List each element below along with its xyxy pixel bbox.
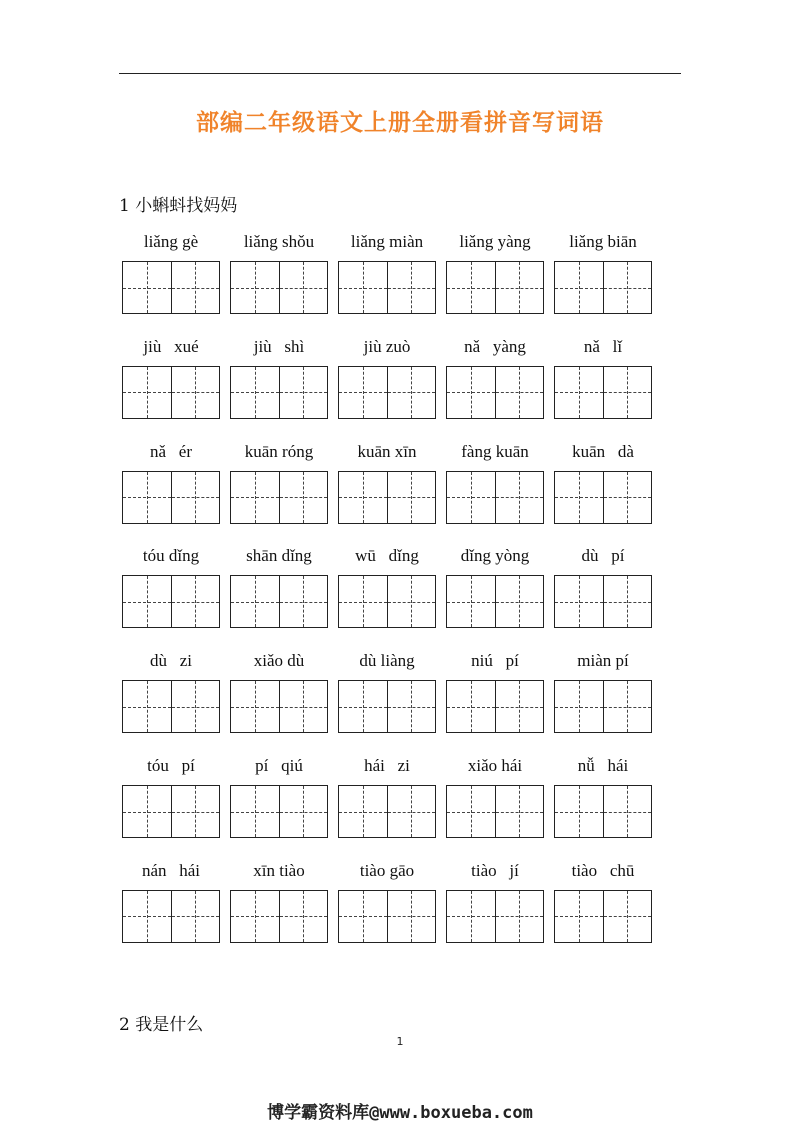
writing-boxes[interactable] (554, 471, 652, 524)
writing-boxes[interactable] (338, 785, 436, 838)
writing-cell[interactable] (495, 262, 544, 313)
guide-line-horizontal (604, 497, 652, 498)
pinyin-label: liǎng biān (569, 232, 637, 251)
writing-boxes[interactable] (554, 785, 652, 838)
writing-cell[interactable] (279, 891, 328, 942)
guide-line-horizontal (496, 392, 544, 393)
writing-cell[interactable] (603, 472, 652, 523)
writing-cell[interactable] (447, 367, 495, 418)
guide-line-horizontal (172, 602, 220, 603)
writing-cell[interactable] (447, 681, 495, 732)
writing-cell[interactable] (447, 576, 495, 627)
guide-line-horizontal (172, 392, 220, 393)
writing-cell[interactable] (171, 786, 220, 837)
guide-line-horizontal (555, 288, 603, 289)
writing-cell[interactable] (123, 262, 171, 313)
writing-boxes[interactable] (230, 785, 328, 838)
pinyin-label: nǎ ér (149, 441, 192, 461)
writing-cell[interactable] (603, 681, 652, 732)
writing-cell[interactable] (231, 472, 279, 523)
writing-boxes[interactable] (338, 890, 436, 943)
writing-boxes[interactable] (338, 471, 436, 524)
guide-line-horizontal (496, 602, 544, 603)
pinyin-label: dǐng yòng (460, 546, 530, 566)
writing-cell[interactable] (231, 367, 279, 418)
pinyin-label: liǎng shǒu (243, 232, 315, 251)
writing-cell[interactable] (603, 367, 652, 418)
guide-line-horizontal (604, 392, 652, 393)
writing-cell[interactable] (231, 786, 279, 837)
pinyin-label: xīn tiào (253, 860, 305, 880)
writing-cell[interactable] (387, 891, 436, 942)
writing-cell[interactable] (555, 367, 603, 418)
guide-line-horizontal (231, 602, 279, 603)
writing-boxes[interactable] (338, 261, 436, 314)
guide-line-horizontal (496, 812, 544, 813)
guide-line-horizontal (447, 392, 495, 393)
page-title: 部编二年级语文上册全册看拼音写词语 (196, 110, 604, 136)
writing-cell[interactable] (171, 576, 220, 627)
writing-boxes[interactable] (554, 680, 652, 733)
guide-line-horizontal (447, 602, 495, 603)
writing-cell[interactable] (231, 681, 279, 732)
pinyin-label: tiào gāo (359, 860, 415, 880)
guide-line-horizontal (604, 812, 652, 813)
pinyin-label: nǎ yàng (464, 336, 526, 356)
writing-cell[interactable] (495, 891, 544, 942)
guide-line-horizontal (172, 812, 220, 813)
guide-line-horizontal (339, 288, 387, 289)
writing-boxes[interactable] (230, 890, 328, 943)
guide-line-horizontal (496, 497, 544, 498)
writing-boxes[interactable] (446, 471, 544, 524)
writing-cell[interactable] (555, 472, 603, 523)
writing-cell[interactable] (387, 367, 436, 418)
guide-line-horizontal (604, 602, 652, 603)
writing-boxes[interactable] (122, 471, 220, 524)
guide-line-horizontal (447, 916, 495, 917)
guide-line-horizontal (555, 812, 603, 813)
writing-cell[interactable] (387, 472, 436, 523)
guide-line-horizontal (388, 812, 436, 813)
writing-cell[interactable] (171, 262, 220, 313)
writing-cell[interactable] (123, 891, 171, 942)
guide-line-horizontal (123, 707, 171, 708)
guide-line-horizontal (231, 392, 279, 393)
writing-cell[interactable] (387, 576, 436, 627)
writing-cell[interactable] (279, 262, 328, 313)
writing-cell[interactable] (495, 472, 544, 523)
guide-line-horizontal (123, 812, 171, 813)
writing-boxes[interactable] (230, 575, 328, 628)
writing-cell[interactable] (231, 576, 279, 627)
guide-line-horizontal (447, 707, 495, 708)
guide-line-horizontal (388, 497, 436, 498)
guide-line-horizontal (555, 497, 603, 498)
writing-cell[interactable] (447, 472, 495, 523)
writing-boxes[interactable] (338, 575, 436, 628)
guide-line-horizontal (388, 392, 436, 393)
writing-boxes[interactable] (446, 890, 544, 943)
writing-boxes[interactable] (446, 680, 544, 733)
pinyin-label: liǎng yàng (459, 232, 531, 251)
pinyin-label: miàn pí (577, 651, 629, 671)
guide-line-horizontal (388, 288, 436, 289)
writing-boxes[interactable] (338, 366, 436, 419)
guide-line-horizontal (280, 497, 328, 498)
writing-cell[interactable] (495, 367, 544, 418)
writing-cell[interactable] (339, 472, 387, 523)
guide-line-horizontal (604, 288, 652, 289)
pinyin-label: tiào jí (471, 860, 519, 880)
writing-cell[interactable] (555, 681, 603, 732)
writing-boxes[interactable] (554, 261, 652, 314)
pinyin-label: xiǎo hái (467, 756, 523, 775)
writing-cell[interactable] (603, 891, 652, 942)
writing-cell[interactable] (603, 262, 652, 313)
guide-line-horizontal (280, 707, 328, 708)
writing-cell[interactable] (603, 576, 652, 627)
writing-boxes[interactable] (230, 261, 328, 314)
writing-cell[interactable] (555, 262, 603, 313)
writing-cell[interactable] (495, 786, 544, 837)
pinyin-label: jiù shì (253, 336, 305, 356)
guide-line-horizontal (280, 916, 328, 917)
writing-boxes[interactable] (554, 366, 652, 419)
pinyin-label: nǎ lǐ (583, 336, 623, 356)
pinyin-label: kuān róng (244, 441, 314, 461)
writing-boxes[interactable] (230, 366, 328, 419)
guide-line-horizontal (388, 707, 436, 708)
pinyin-label: hái zi (364, 756, 410, 775)
section-heading: 1 小蝌蚪找妈妈 (119, 196, 238, 216)
writing-cell[interactable] (123, 576, 171, 627)
guide-line-horizontal (555, 392, 603, 393)
guide-line-horizontal (339, 392, 387, 393)
pinyin-label: jiù zuò (363, 336, 411, 356)
writing-cell[interactable] (555, 786, 603, 837)
guide-line-horizontal (604, 707, 652, 708)
guide-line-horizontal (339, 602, 387, 603)
guide-line-horizontal (231, 916, 279, 917)
writing-boxes[interactable] (122, 575, 220, 628)
writing-boxes[interactable] (446, 785, 544, 838)
writing-boxes[interactable] (122, 261, 220, 314)
pinyin-label: shān dǐng (246, 546, 312, 566)
guide-line-horizontal (447, 288, 495, 289)
writing-cell[interactable] (447, 786, 495, 837)
writing-cell[interactable] (339, 367, 387, 418)
guide-line-horizontal (447, 497, 495, 498)
writing-boxes[interactable] (554, 575, 652, 628)
guide-line-horizontal (231, 288, 279, 289)
guide-line-horizontal (280, 288, 328, 289)
writing-cell[interactable] (171, 681, 220, 732)
writing-cell[interactable] (339, 891, 387, 942)
guide-line-horizontal (447, 812, 495, 813)
guide-line-horizontal (123, 288, 171, 289)
guide-line-horizontal (339, 812, 387, 813)
writing-boxes[interactable] (122, 680, 220, 733)
writing-cell[interactable] (339, 786, 387, 837)
writing-cell[interactable] (123, 472, 171, 523)
writing-cell[interactable] (339, 681, 387, 732)
guide-line-horizontal (496, 288, 544, 289)
writing-cell[interactable] (279, 472, 328, 523)
pinyin-label: pí qiú (255, 756, 303, 775)
guide-line-horizontal (231, 707, 279, 708)
writing-cell[interactable] (279, 576, 328, 627)
pinyin-label: nǚ hái (577, 756, 629, 775)
guide-line-horizontal (123, 602, 171, 603)
section-heading: 2 我是什么 (119, 1015, 204, 1035)
writing-cell[interactable] (171, 891, 220, 942)
writing-cell[interactable] (447, 262, 495, 313)
writing-cell[interactable] (231, 262, 279, 313)
pinyin-label: kuān dà (572, 441, 634, 461)
pinyin-label: dù zi (149, 651, 193, 671)
top-rule (119, 73, 681, 74)
guide-line-horizontal (339, 916, 387, 917)
guide-line-horizontal (339, 497, 387, 498)
writing-cell[interactable] (387, 681, 436, 732)
guide-line-horizontal (172, 916, 220, 917)
guide-line-horizontal (172, 497, 220, 498)
guide-line-horizontal (280, 812, 328, 813)
guide-line-horizontal (231, 812, 279, 813)
guide-line-horizontal (339, 707, 387, 708)
pinyin-label: dù pí (581, 546, 625, 566)
guide-line-horizontal (555, 916, 603, 917)
pinyin-label: tóu dǐng (142, 546, 200, 566)
pinyin-label: tóu pí (147, 756, 195, 775)
guide-line-horizontal (555, 602, 603, 603)
pinyin-label: nán hái (141, 860, 201, 880)
writing-cell[interactable] (447, 891, 495, 942)
writing-cell[interactable] (495, 576, 544, 627)
guide-line-horizontal (496, 707, 544, 708)
guide-line-horizontal (280, 602, 328, 603)
pinyin-label: dù liàng (359, 651, 415, 671)
writing-cell[interactable] (123, 786, 171, 837)
guide-line-horizontal (555, 707, 603, 708)
writing-boxes[interactable] (446, 575, 544, 628)
writing-boxes[interactable] (446, 261, 544, 314)
writing-cell[interactable] (339, 576, 387, 627)
guide-line-horizontal (123, 392, 171, 393)
guide-line-horizontal (496, 916, 544, 917)
pinyin-label: jiù xué (143, 336, 199, 356)
writing-cell[interactable] (171, 472, 220, 523)
pinyin-label: kuān xīn (357, 441, 417, 461)
pinyin-label: tiào chū (571, 860, 635, 880)
writing-cell[interactable] (495, 681, 544, 732)
pinyin-label: wū dǐng (355, 546, 419, 566)
writing-cell[interactable] (387, 262, 436, 313)
writing-cell[interactable] (603, 786, 652, 837)
writing-boxes[interactable] (230, 680, 328, 733)
writing-cell[interactable] (339, 262, 387, 313)
writing-boxes[interactable] (122, 890, 220, 943)
pinyin-label: niú pí (471, 651, 519, 671)
writing-boxes[interactable] (446, 366, 544, 419)
writing-cell[interactable] (231, 891, 279, 942)
writing-cell[interactable] (555, 891, 603, 942)
writing-cell[interactable] (387, 786, 436, 837)
writing-cell[interactable] (171, 367, 220, 418)
guide-line-horizontal (172, 707, 220, 708)
guide-line-horizontal (388, 916, 436, 917)
writing-boxes[interactable] (122, 366, 220, 419)
guide-line-horizontal (231, 497, 279, 498)
pinyin-label: liǎng gè (143, 232, 199, 251)
pinyin-label: xiǎo dù (253, 651, 305, 671)
writing-boxes[interactable] (122, 785, 220, 838)
writing-cell[interactable] (123, 681, 171, 732)
guide-line-horizontal (388, 602, 436, 603)
guide-line-horizontal (123, 916, 171, 917)
writing-cell[interactable] (555, 576, 603, 627)
writing-boxes[interactable] (554, 890, 652, 943)
guide-line-horizontal (280, 392, 328, 393)
page-number: 1 (396, 1035, 404, 1048)
pinyin-label: fàng kuān (461, 441, 529, 461)
writing-cell[interactable] (279, 367, 328, 418)
writing-cell[interactable] (123, 367, 171, 418)
guide-line-horizontal (123, 497, 171, 498)
writing-cell[interactable] (279, 786, 328, 837)
guide-line-horizontal (604, 916, 652, 917)
guide-line-horizontal (172, 288, 220, 289)
pinyin-label: liǎng miàn (350, 232, 424, 251)
writing-cell[interactable] (279, 681, 328, 732)
writing-boxes[interactable] (230, 471, 328, 524)
writing-boxes[interactable] (338, 680, 436, 733)
watermark: 博学霸资料库@www.boxueba.com (267, 1103, 533, 1123)
